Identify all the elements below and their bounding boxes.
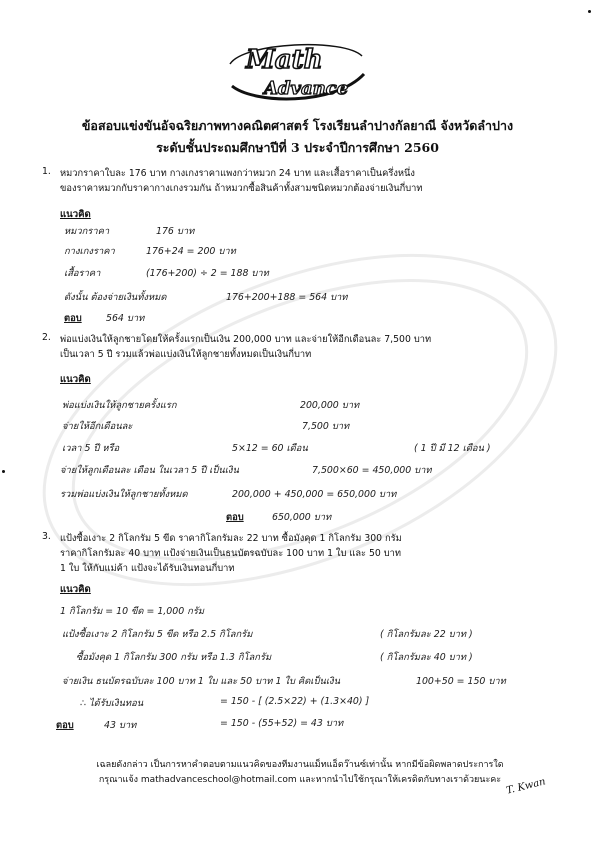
margin-dot (2, 470, 5, 473)
math-advance-logo (224, 34, 370, 108)
work-expression: = 150 - [ (2.5×22) + (1.3×40) ] (220, 696, 370, 707)
answer-label: ตอบ (64, 313, 82, 324)
work-expression: 100+50 = 150 บาท (416, 676, 506, 687)
question-number: 1. (42, 166, 51, 177)
work-expression: = 150 - (55+52) = 43 บาท (220, 718, 344, 729)
question-number: 2. (42, 332, 51, 343)
work-expression: 7,500×60 = 450,000 บาท (312, 465, 432, 476)
answer-value: 650,000 บาท (272, 512, 332, 523)
answer-value: 43 บาท (104, 720, 137, 731)
work-label: จ่ายเงิน ธนบัตรฉบับละ 100 บาท 1 ใบ และ 50 บาท 1 ใบ คิดเป็นเงิน (62, 676, 341, 687)
work-label: ∴ ได้รับเงินทอน (80, 698, 144, 709)
question-text-line: ของราคาหมวกกับราคากางเกงรวมกัน ถ้าหมวกซื้อสินค้าทั้งสามชนิดหมวกต้องจ่ายเงินกี่บาท (60, 183, 423, 194)
answer-label: ตอบ (226, 512, 244, 523)
work-label: พ่อแบ่งเงินให้ลูกชายครั้งแรก (62, 400, 177, 411)
footer-disclaimer: เฉลยดังกล่าว เป็นการหาคำตอบตามแนวคิดของทีมงานแม็ทแอ็ดว๊านซ์เท่านั้น หากมีข้อผิดพลาดประการใด (96, 760, 504, 770)
work-label: หมวกราคา (64, 226, 110, 237)
logo-text-math: Math (246, 45, 323, 75)
question-text-line: พ่อแบ่งเงินให้ลูกชายโดยให้ครั้งแรกเป็นเงิน 200,000 บาท และจ่ายให้อีกเดือนละ 7,500 บาท (60, 334, 432, 345)
work-label: เวลา 5 ปี หรือ (62, 443, 120, 454)
question-number: 3. (42, 531, 51, 542)
question-text-line: 1 ใบ ให้กับแม่ค้า แป้งจะได้รับเงินทอนกี่บาท (60, 563, 235, 574)
work-note: ( 1 ปี มี 12 เดือน ) (414, 443, 491, 454)
question-text-line: แป้งซื้อเงาะ 2 กิโลกรัม 5 ขีด ราคากิโลกรัมละ 22 บาท ซื้อมังคุด 1 กิโลกรัม 300 กรัม (60, 533, 402, 544)
work-expression: 200,000 + 450,000 = 650,000 บาท (232, 489, 397, 500)
work-label: ดังนั้น ต้องจ่ายเงินทั้งหมด (64, 292, 167, 303)
work-label: แป้งซื้อเงาะ 2 กิโลกรัม 5 ขีด หรือ 2.5 กิโลกรัม (62, 629, 253, 640)
solution-heading: แนวคิด (60, 209, 91, 220)
work-expression: (176+200) ÷ 2 = 188 บาท (146, 268, 269, 279)
work-label: ซื้อมังคุด 1 กิโลกรัม 300 กรัม หรือ 1.3 กิโลกรัม (76, 652, 272, 663)
question-text-line: ราคากิโลกรัมละ 40 บาท แป้งจ่ายเงินเป็นธนบัตรฉบับละ 100 บาท 1 ใบ และ 50 บาท (60, 548, 402, 559)
work-label: 1 กิโลกรัม = 10 ขีด = 1,000 กรัม (60, 606, 205, 617)
footer-contact: กรุณาแจ้ง mathadvanceschool@hotmail.com และหากนำไปใช้กรุณาให้เครดิตกับทางเราด้วยนะคะ (98, 775, 502, 785)
work-label: กางเกงราคา (64, 246, 115, 257)
work-expression: 7,500 บาท (302, 421, 350, 432)
solution-heading: แนวคิด (60, 584, 91, 595)
work-expression: 176+24 = 200 บาท (146, 246, 236, 257)
work-label: เสื้อราคา (64, 268, 101, 279)
question-text-line: เป็นเวลา 5 ปี รวมแล้วพ่อแบ่งเงินให้ลูกชายทั้งหมดเป็นเงินกี่บาท (60, 349, 312, 360)
work-expression: ( กิโลกรัมละ 22 บาท ) (380, 629, 473, 640)
work-label: จ่ายให้ลูกเดือนละ เดือน ในเวลา 5 ปี เป็นเงิน (60, 465, 239, 476)
work-expression: 176 บาท (156, 226, 195, 237)
logo-text-advance: Advance (264, 78, 349, 99)
exam-title: ข้อสอบแข่งขันอัจฉริยภาพทางคณิตศาสตร์ โรงเรียนลำปางกัลยาณี จังหวัดลำปาง (81, 118, 514, 133)
work-expression: 200,000 บาท (300, 400, 360, 411)
answer-label: ตอบ (56, 720, 74, 731)
work-label: จ่ายให้อีกเดือนละ (62, 421, 133, 432)
answer-value: 564 บาท (106, 313, 145, 324)
work-expression: ( กิโลกรัมละ 40 บาท ) (380, 652, 473, 663)
work-expression: 5×12 = 60 เดือน (232, 443, 308, 454)
work-label: รวมพ่อแบ่งเงินให้ลูกชายทั้งหมด (60, 489, 188, 500)
question-text-line: หมวกราคาใบละ 176 บาท กางเกงราคาแพงกว่าหมวก 24 บาท และเสื้อราคาเป็นครึ่งหนึ่ง (60, 168, 415, 179)
signature: T. Kwan (505, 776, 547, 797)
margin-dot (588, 10, 591, 13)
work-expression: 176+200+188 = 564 บาท (226, 292, 348, 303)
solution-heading: แนวคิด (60, 374, 91, 385)
exam-subtitle: ระดับชั้นประถมศึกษาปีที่ 3 ประจำปีการศึกษา 2560 (156, 140, 439, 155)
